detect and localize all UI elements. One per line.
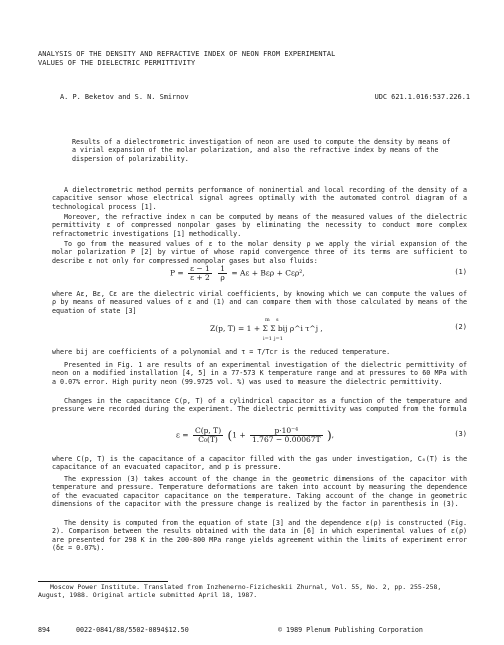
equation-3-number: (3) — [454, 430, 467, 438]
authors: A. P. Beketov and S. N. Smirnov — [60, 93, 189, 101]
article-title — [38, 50, 468, 68]
paragraph-9: The expression (3) takes account of the change in the geometric dimensions of the capacitor with temperature and pressure. Temperature deformations are taken into account by measuring the dependence of the evacuated capacitor capacitance on the temperature. Taking account of the change in geometric dimensions of the capacitor with the pressure change is realized by the factor in parenthesis in (3). — [52, 475, 467, 509]
paragraph-7: Changes in the capacitance C(p, T) of a cylindrical capacitor as a function of the temperature and pressure were recorded during the experiment. The dielectric permittivity was computed from the formula — [52, 397, 467, 414]
paragraph-2: Moreover, the refractive index n can be computed by means of the measured values of the dielectric permittivity ε of compressed nonpolar gases by eliminating the necessity to conduct more complex refractometric investigations [1] methodically. — [52, 213, 467, 238]
fraction-epsilon: $\frac{\varepsilon - 1}{\varepsilon + 2}$ — [190, 264, 210, 282]
sum-1-upper: m — [265, 317, 270, 323]
byline — [60, 93, 470, 103]
fraction-capacitance: $\frac{C(p, T)}{\text{C₀(T)}}$ — [194, 426, 222, 444]
paragraph-1: A dielectrometric method permits performance of noninertial and local recording of the density of a capacitive sensor whose electrical signal agrees optimally with the automated control diagram of a technological process [1]. — [52, 186, 467, 211]
paragraph-8: where C(p, T) is the capacitance of a capacitor filled with the gas under investigation, C₀(T) is the capacitance of an evacuated capacitor, and p is pressure. — [52, 455, 467, 472]
title-line-2: VALUES OF THE DIELECTRIC PERMITTIVITY — [38, 59, 196, 67]
footnote-rule — [38, 581, 168, 582]
sum-1-lower: i=1 — [263, 336, 272, 342]
equation-2-body: Z(p, T) = 1 + Σ Σ bij ρ^i τ^j , — [210, 324, 323, 333]
sum-2-upper: s — [276, 317, 279, 323]
page-number: 894 — [38, 626, 51, 634]
paragraph-10: The density is computed from the equation of state [3] and the dependence ε(ρ) is constructed (Fig. 2). Comparison between the results obtained with the data in [6] in which experimental values of ε(ρ) are presented for 298 K in the 200-800 MPa range yields agreement within the limits of experiment error (δε = 0.07%). — [52, 519, 467, 553]
footnote: Moscow Power Institute. Translated from Inzhenerno-Fizicheskii Zhurnal, Vol. 55, No. 2, pp. 255-258, August, 1988. Original article submitted April 18, 1987. — [38, 583, 442, 600]
paragraph-5: where bij are coefficients of a polynomial and τ = T/Tcr is the reduced temperature. — [52, 348, 391, 356]
equation-2 — [52, 317, 467, 344]
article-code: 0022-0841/88/5502-0894$12.50 — [76, 626, 189, 634]
equation-3-body: ε = $\frac{C(p, T)}{\text{C₀(T)}}$ (1 + $\frac{\text{p·10⁻⁴}}{1.767 - 0.00067T}$ ), — [176, 426, 335, 444]
fraction-rho: $\frac{1}{\rho}$ — [220, 264, 225, 282]
equation-1-body: P = $\frac{\varepsilon - 1}{\varepsilon + 2}$ $\frac{1}{\rho}$ = Aε + Bερ + Cερ², — [170, 264, 305, 282]
equation-1-number: (1) — [454, 268, 467, 276]
equation-2-number: (2) — [454, 323, 467, 331]
sum-2-lower: j=1 — [274, 336, 283, 342]
paragraph-3: To go from the measured values of ε to the molar density ρ we apply the virial expansion of the molar polarization P [2] by virtue of whose rapid convergence three of its terms are sufficient to describe ε not only for compressed nonpolar gases but also fluids: — [52, 240, 467, 265]
abstract: Results of a dielectrometric investigation of neon are used to compute the density by means of a virial expansion of the molar polarization, and also the refractive index by means of the dispersion of polarizability. — [72, 138, 451, 163]
udc-code: UDC 621.1.016:537.226.1 — [374, 93, 470, 101]
paragraph-6: Presented in Fig. 1 are results of an experimental investigation of the dielectric permittivity of neon on a modified installation [4, 5] in a 77-573 K temperature range and at pressures to 60 MPa with a 0.07% error. High purity neon (99.9725 vol. %) was used to measure the dielectric permittivity. — [52, 361, 467, 386]
title-line-1: ANALYSIS OF THE DENSITY AND REFRACTIVE INDEX OF NEON FROM EXPERIMENTAL — [38, 50, 336, 58]
equation-1 — [52, 265, 467, 281]
copyright: © 1989 Plenum Publishing Corporation — [278, 626, 423, 634]
equation-3 — [52, 427, 467, 447]
paragraph-4: where Aε, Bε, Cε are the dielectric virial coefficients, by knowing which we can compute the values of ρ by means of measured values of ε and (1) and can compare them with those calculated by means of the equation of state [3] — [52, 290, 467, 315]
fraction-pressure-correction: $\frac{\text{p·10⁻⁴}}{1.767 - 0.00067T}$ — [252, 426, 321, 444]
